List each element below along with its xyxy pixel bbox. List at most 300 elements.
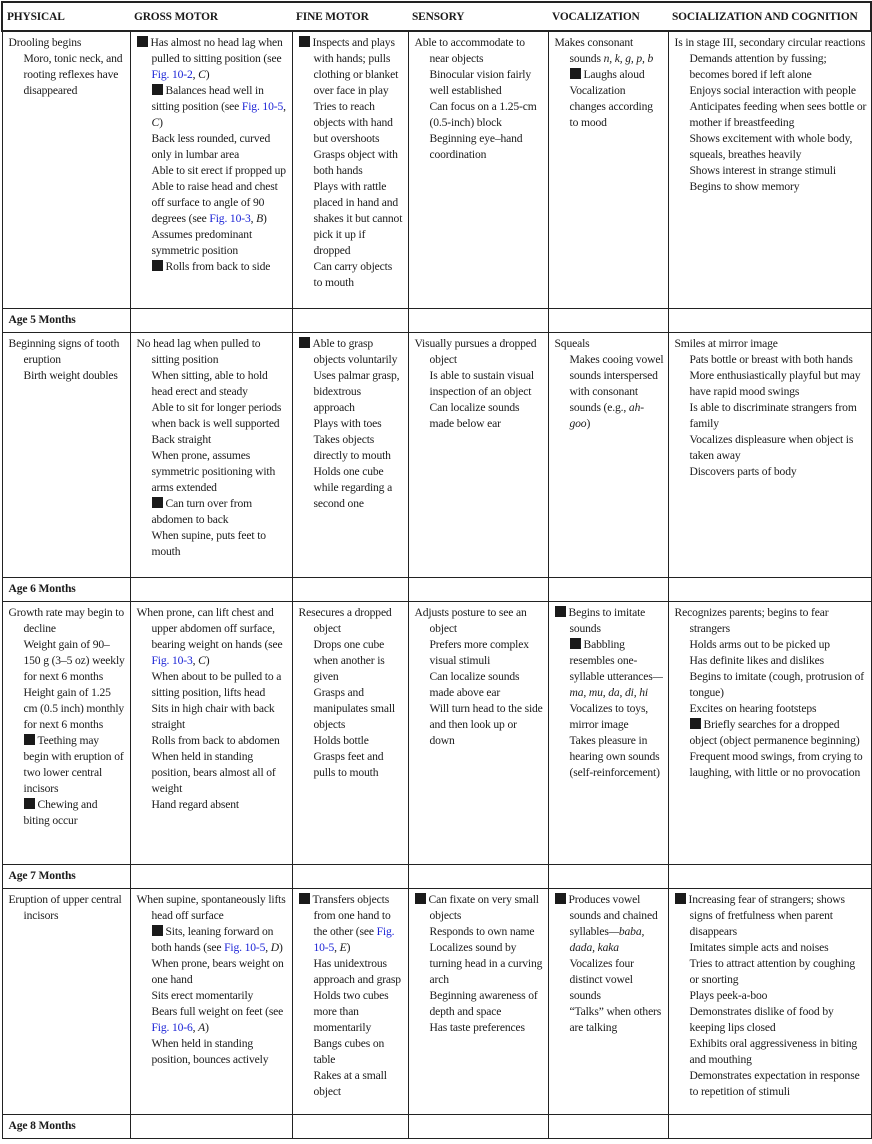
key-milestone-icon (137, 36, 148, 47)
key-milestone-icon (299, 893, 310, 904)
item-text: Vocalization changes according to mood (569, 84, 653, 129)
empty-cell (292, 308, 408, 332)
empty-cell (668, 308, 871, 332)
cell-sensory (408, 601, 548, 864)
item-text-end: ) (205, 1020, 209, 1034)
item-text: Produces vowel sounds and chained syllables (568, 892, 658, 938)
item-text: Shows interest in strange stimuli (689, 164, 836, 177)
list-item (137, 924, 288, 956)
item-text: Imitates simple acts and noises (689, 940, 829, 954)
list-item (137, 496, 288, 528)
figure-link[interactable]: Fig. 10-6 (151, 1020, 193, 1034)
list-item (137, 605, 288, 669)
item-text: Sits, leaning forward on both hands (see (151, 924, 274, 954)
key-milestone-icon (152, 925, 163, 936)
item-text: Takes objects directly to mouth (313, 432, 391, 462)
item-text: Babbling resembles one-syllable utterances (569, 637, 653, 683)
list-item (137, 892, 288, 924)
list-item (299, 749, 404, 781)
list-item (299, 685, 404, 733)
list-item (415, 940, 544, 988)
item-text: Able to sit for longer periods when back is well supported (151, 400, 282, 430)
item-text: Binocular vision fairly well established (429, 68, 532, 97)
list-item (299, 368, 404, 416)
empty-cell (130, 308, 292, 332)
list-item (675, 179, 867, 195)
item-text: Pats bottle or breast with both hands (689, 352, 853, 366)
item-text: Hand regard absent (151, 797, 239, 811)
list-item (9, 51, 126, 99)
key-milestone-icon (555, 606, 566, 617)
list-item (299, 416, 404, 432)
list-item (675, 988, 867, 1004)
cell-physical (2, 888, 130, 1114)
item-text: Able to sit erect if propped up (151, 164, 286, 177)
list-item (675, 1068, 867, 1100)
cell-socialization-cognition (668, 31, 871, 308)
item-italic: —ma, mu, da, di, hi (569, 669, 663, 699)
key-milestone-icon (570, 68, 581, 79)
item-text: Can fixate on very small objects (428, 892, 539, 922)
list-item (555, 637, 664, 701)
list-item (137, 432, 288, 448)
list-item (675, 432, 867, 464)
item-text-sep: , (192, 1020, 199, 1034)
item-text-sep: , (192, 653, 199, 667)
list-item (9, 685, 126, 733)
item-text: Chewing and biting occur (23, 797, 98, 827)
key-milestone-icon (299, 337, 310, 348)
list-item (415, 35, 544, 67)
list-item (415, 368, 544, 400)
list-item (675, 701, 867, 717)
item-italic: —baba, dada, kaka (569, 924, 645, 954)
age-row (2, 577, 871, 601)
item-text: Tries to attract attention by coughing or snorting (689, 956, 855, 986)
empty-cell (408, 308, 548, 332)
item-text: Recognizes parents; begins to fear strangers (674, 605, 829, 635)
list-item (137, 956, 288, 988)
list-item (675, 1004, 867, 1036)
item-text: No head lag when pulled to sitting position (136, 336, 261, 366)
empty-cell (408, 864, 548, 888)
list-item (137, 797, 288, 813)
empty-cell (548, 577, 668, 601)
list-item (675, 956, 867, 988)
item-text: Sits erect momentarily (151, 988, 254, 1002)
table-row (2, 601, 871, 864)
list-item (137, 179, 288, 227)
item-text: Vocalizes displeasure when object is taken away (689, 432, 854, 462)
item-text: Holds two cubes more than momentarily (313, 988, 389, 1034)
list-item (299, 1068, 404, 1100)
item-text: Drooling begins (8, 36, 82, 49)
figure-link[interactable]: Fig. 10-2 (151, 68, 193, 81)
item-text: Holds bottle (313, 733, 369, 747)
list-item (675, 669, 867, 701)
list-item (675, 35, 867, 51)
item-text: Squeals (554, 336, 590, 350)
item-text-end: ) (159, 116, 163, 129)
item-text-sep: , (334, 940, 340, 954)
list-item (415, 637, 544, 669)
list-item (675, 637, 867, 653)
item-text: Demands attention by fussing; becomes bored if left alone (689, 52, 827, 81)
figure-link[interactable]: Fig. 10-3 (209, 212, 251, 225)
item-text: Can focus on a 1.25-cm (0.5-inch) block (429, 100, 537, 129)
cell-vocalization (548, 332, 668, 577)
item-text: Smiles at mirror image (674, 336, 778, 350)
list-item (299, 179, 404, 259)
list-item (675, 99, 867, 131)
list-item (415, 988, 544, 1020)
empty-cell (668, 1114, 871, 1138)
cell-sensory (408, 332, 548, 577)
item-text: Discovers parts of body (689, 464, 797, 478)
list-item (555, 733, 664, 781)
list-item (299, 336, 404, 368)
item-text: Teething may begin with eruption of two lower central incisors (23, 733, 124, 795)
item-text: Increasing fear of strangers; shows signs of fretfulness when parent disappears (688, 892, 845, 938)
list-item (415, 669, 544, 701)
key-milestone-icon (152, 497, 163, 508)
list-item (555, 352, 664, 432)
cell-socialization-cognition (668, 888, 871, 1114)
item-text: Grasps object with both hands (313, 148, 398, 177)
cell-vocalization (548, 31, 668, 308)
list-item (299, 605, 404, 637)
figure-link[interactable]: Fig. 10-5 (224, 940, 266, 954)
list-item (9, 336, 126, 368)
item-text: Begins to imitate (cough, protrusion of tongue) (689, 669, 864, 699)
list-item (555, 1004, 664, 1036)
figure-link[interactable]: Fig. 10-5 (313, 924, 395, 954)
list-item (415, 67, 544, 99)
empty-cell (130, 1114, 292, 1138)
key-milestone-icon (675, 893, 686, 904)
list-item (415, 892, 544, 924)
item-text: Vocalizes four distinct vowel sounds (569, 956, 634, 1002)
list-item (415, 400, 544, 432)
item-text: Beginning signs of tooth eruption (8, 336, 120, 366)
list-item (415, 701, 544, 749)
header-socialization-cognition: SOCIALIZATION AND COGNITION (668, 2, 871, 31)
item-text: Back less rounded, curved only in lumbar area (151, 132, 271, 161)
list-item (137, 400, 288, 432)
item-text: Frequent mood swings, from crying to laughing, with little or no provocation (689, 749, 863, 779)
item-text: Weight gain of 90–150 g (3–5 oz) weekly for next 6 months (23, 637, 125, 683)
item-text: Holds one cube while regarding a second one (313, 464, 393, 510)
item-italic: n, k, g, p, b (603, 52, 654, 65)
cell-fine-motor (292, 601, 408, 864)
item-text: Has taste preferences (429, 1020, 525, 1034)
list-item (9, 733, 126, 797)
item-italic: C (198, 653, 206, 667)
cell-fine-motor (292, 888, 408, 1114)
empty-cell (130, 864, 292, 888)
item-text: When supine, puts feet to mouth (151, 528, 266, 558)
cell-vocalization (548, 601, 668, 864)
header-sensory: SENSORY (408, 2, 548, 31)
item-text: Able to accommodate to near objects (414, 36, 525, 65)
table-row (2, 888, 871, 1114)
item-text: Is able to sustain visual inspection of an object (429, 368, 534, 398)
list-item (555, 336, 664, 352)
list-item (675, 892, 867, 940)
list-item (137, 368, 288, 400)
item-text: Is able to discriminate strangers from family (689, 400, 857, 430)
list-item (675, 1036, 867, 1068)
list-item (415, 131, 544, 163)
item-text: Enjoys social interaction with people (689, 84, 856, 97)
item-text: Begins to imitate sounds (568, 605, 646, 635)
cell-fine-motor (292, 332, 408, 577)
age-label: Age 5 Months (2, 308, 130, 332)
item-text-end: ) (205, 653, 210, 667)
item-text-end: ) (346, 940, 351, 954)
cell-socialization-cognition (668, 601, 871, 864)
item-text: Shows excitement with whole body, squeals, breathes heavily (689, 132, 853, 161)
list-item (137, 336, 288, 368)
item-italic: A (198, 1020, 206, 1034)
item-text: Tries to reach objects with hand but overshoots (313, 100, 393, 145)
key-milestone-icon (152, 84, 163, 95)
list-item (137, 83, 288, 131)
list-item (555, 605, 664, 637)
item-text: More enthusiastically playful but may have rapid mood swings (689, 368, 861, 398)
item-text-sep: , (283, 100, 286, 113)
item-text: Height gain of 1.25 cm (0.5 inch) monthly for next 6 months (23, 685, 125, 731)
item-text: Rolls from back to side (165, 260, 271, 273)
item-text: “Talks” when others are talking (569, 1004, 662, 1034)
list-item (415, 924, 544, 940)
item-italic: E (339, 940, 347, 954)
list-item (675, 336, 867, 352)
list-item (299, 733, 404, 749)
list-item (299, 956, 404, 988)
item-text: Grasps feet and pulls to mouth (313, 749, 384, 779)
item-text: Plays peek-a-boo (689, 988, 768, 1002)
table-row (2, 31, 871, 308)
list-item (299, 35, 404, 99)
item-text: Eruption of upper central incisors (8, 892, 122, 922)
item-text: Adjusts posture to see an object (414, 605, 527, 635)
list-item (415, 1020, 544, 1036)
list-item (137, 163, 288, 179)
empty-cell (668, 864, 871, 888)
list-item (555, 67, 664, 83)
item-text: Begins to show memory (689, 180, 800, 193)
header-row (2, 2, 871, 31)
list-item (675, 131, 867, 163)
list-item (675, 163, 867, 179)
figure-link[interactable]: Fig. 10-5 (241, 100, 284, 113)
age-label: Age 8 Months (2, 1114, 130, 1138)
list-item (9, 892, 126, 924)
item-italic: B (256, 212, 264, 225)
item-text-end: ) (205, 68, 210, 81)
empty-cell (408, 1114, 548, 1138)
item-text: When supine, spontaneously lifts head off surface (136, 892, 286, 922)
item-text: Visually pursues a dropped object (414, 336, 537, 366)
item-text: Excites on hearing footsteps (689, 701, 817, 715)
cell-physical (2, 332, 130, 577)
list-item (675, 717, 867, 749)
item-text: Has unidextrous approach and grasp (313, 956, 401, 986)
item-text-end: ) (586, 416, 591, 430)
item-text: Transfers objects from one hand to the other (see (312, 892, 391, 938)
list-item (675, 368, 867, 400)
list-item (675, 749, 867, 781)
empty-cell (408, 577, 548, 601)
item-text: Can localize sounds made above ear (429, 669, 520, 699)
item-text: Beginning awareness of depth and space (429, 988, 538, 1018)
key-milestone-icon (152, 260, 163, 271)
item-text: Birth weight doubles (23, 368, 118, 382)
item-text: Moro, tonic neck, and rooting reflexes have disappeared (23, 52, 123, 97)
list-item (675, 464, 867, 480)
item-text: When prone, bears weight on one hand (151, 956, 284, 986)
item-text: Beginning eye–hand coordination (429, 132, 523, 161)
item-text: When sitting, able to hold head erect and steady (151, 368, 268, 398)
cell-gross-motor (130, 332, 292, 577)
item-text: Localizes sound by turning head in a curving arch (429, 940, 543, 986)
empty-cell (668, 577, 871, 601)
item-text: Demonstrates expectation in response to repetition of stimuli (689, 1068, 860, 1098)
list-item (555, 35, 664, 67)
age-label: Age 7 Months (2, 864, 130, 888)
list-item (299, 1036, 404, 1068)
cell-vocalization (548, 888, 668, 1114)
list-item (299, 988, 404, 1036)
item-italic: ah-goo (569, 400, 644, 430)
item-text: Uses palmar grasp, bidextrous approach (313, 368, 400, 414)
item-text: When prone, assumes symmetric positioning with arms extended (151, 448, 276, 494)
list-item (299, 637, 404, 685)
list-item (137, 669, 288, 701)
table-body (2, 31, 871, 1138)
list-item (137, 988, 288, 1004)
item-text: Inspects and plays with hands; pulls clothing or blanket over face in play (312, 36, 399, 97)
item-text: Takes pleasure in hearing own sounds (self-reinforcement) (569, 733, 660, 779)
figure-link[interactable]: Fig. 10-3 (151, 653, 193, 667)
item-text-sep: , (250, 212, 257, 225)
item-text: Grasps and manipulates small objects (313, 685, 395, 731)
item-text: When about to be pulled to a sitting position, lifts head (151, 669, 282, 699)
list-item (675, 940, 867, 956)
item-text: Rakes at a small object (313, 1068, 387, 1098)
item-text: Has almost no head lag when pulled to sitting position (see (150, 36, 283, 65)
list-item (675, 83, 867, 99)
list-item (137, 733, 288, 749)
item-text: Assumes predominant symmetric position (151, 228, 253, 257)
list-item (9, 637, 126, 685)
empty-cell (548, 308, 668, 332)
item-text: Rolls from back to abdomen (151, 733, 280, 747)
cell-physical (2, 601, 130, 864)
age-label: Age 6 Months (2, 577, 130, 601)
item-text: Anticipates feeding when sees bottle or mother if breastfeeding (689, 100, 867, 129)
cell-socialization-cognition (668, 332, 871, 577)
cell-gross-motor (130, 888, 292, 1114)
empty-cell (292, 864, 408, 888)
list-item (9, 35, 126, 51)
item-text: Can turn over from abdomen to back (151, 496, 252, 526)
age-row (2, 1114, 871, 1138)
item-italic: C (198, 68, 206, 81)
key-milestone-icon (24, 734, 35, 745)
item-text: Laughs aloud (583, 68, 645, 81)
list-item (675, 605, 867, 637)
item-text: Exhibits oral aggressiveness in biting and mouthing (689, 1036, 858, 1066)
item-text: Resecures a dropped object (298, 605, 392, 635)
key-milestone-icon (570, 638, 581, 649)
empty-cell (548, 1114, 668, 1138)
list-item (415, 605, 544, 637)
list-item (675, 352, 867, 368)
item-text: Vocalizes to toys, mirror image (569, 701, 649, 731)
empty-cell (292, 1114, 408, 1138)
item-text: Is in stage III, secondary circular reactions (674, 36, 866, 49)
key-milestone-icon (415, 893, 426, 904)
list-item (299, 99, 404, 147)
item-text-sep: , (192, 68, 199, 81)
list-item (9, 605, 126, 637)
item-text: Balances head well in sitting position (see (151, 84, 264, 113)
list-item (299, 432, 404, 464)
list-item (137, 131, 288, 163)
key-milestone-icon (24, 798, 35, 809)
item-text: Plays with rattle placed in hand and shakes it but cannot pick it up if dropped (313, 180, 403, 257)
list-item (9, 797, 126, 829)
development-table (1, 1, 872, 1139)
header-gross-motor: GROSS MOTOR (130, 2, 292, 31)
item-italic: D (270, 940, 280, 954)
list-item (137, 1004, 288, 1036)
list-item (137, 448, 288, 496)
list-item (299, 464, 404, 512)
list-item (555, 892, 664, 956)
header-fine-motor: FINE MOTOR (292, 2, 408, 31)
age-row (2, 864, 871, 888)
list-item (555, 701, 664, 733)
list-item (137, 528, 288, 560)
item-text: Back straight (151, 432, 212, 446)
list-item (299, 259, 404, 291)
item-text: Plays with toes (313, 416, 382, 430)
empty-cell (548, 864, 668, 888)
list-item (137, 259, 288, 275)
list-item (555, 956, 664, 1004)
item-text-end: ) (263, 212, 267, 225)
list-item (415, 336, 544, 368)
list-item (137, 701, 288, 733)
item-text: Will turn head to the side and then look up or down (429, 701, 543, 747)
item-text: Holds arms out to be picked up (689, 637, 830, 651)
header-physical: PHYSICAL (2, 2, 130, 31)
item-text: Bears full weight on feet (see (151, 1004, 284, 1018)
item-text: When held in standing position, bounces actively (151, 1036, 269, 1066)
item-text-end: ) (279, 940, 283, 954)
item-text: Drops one cube when another is given (313, 637, 385, 683)
key-milestone-icon (690, 718, 701, 729)
header-vocalization: VOCALIZATION (548, 2, 668, 31)
item-text: Can localize sounds made below ear (429, 400, 520, 430)
list-item (555, 83, 664, 131)
list-item (415, 99, 544, 131)
list-item (137, 35, 288, 83)
cell-physical (2, 31, 130, 308)
